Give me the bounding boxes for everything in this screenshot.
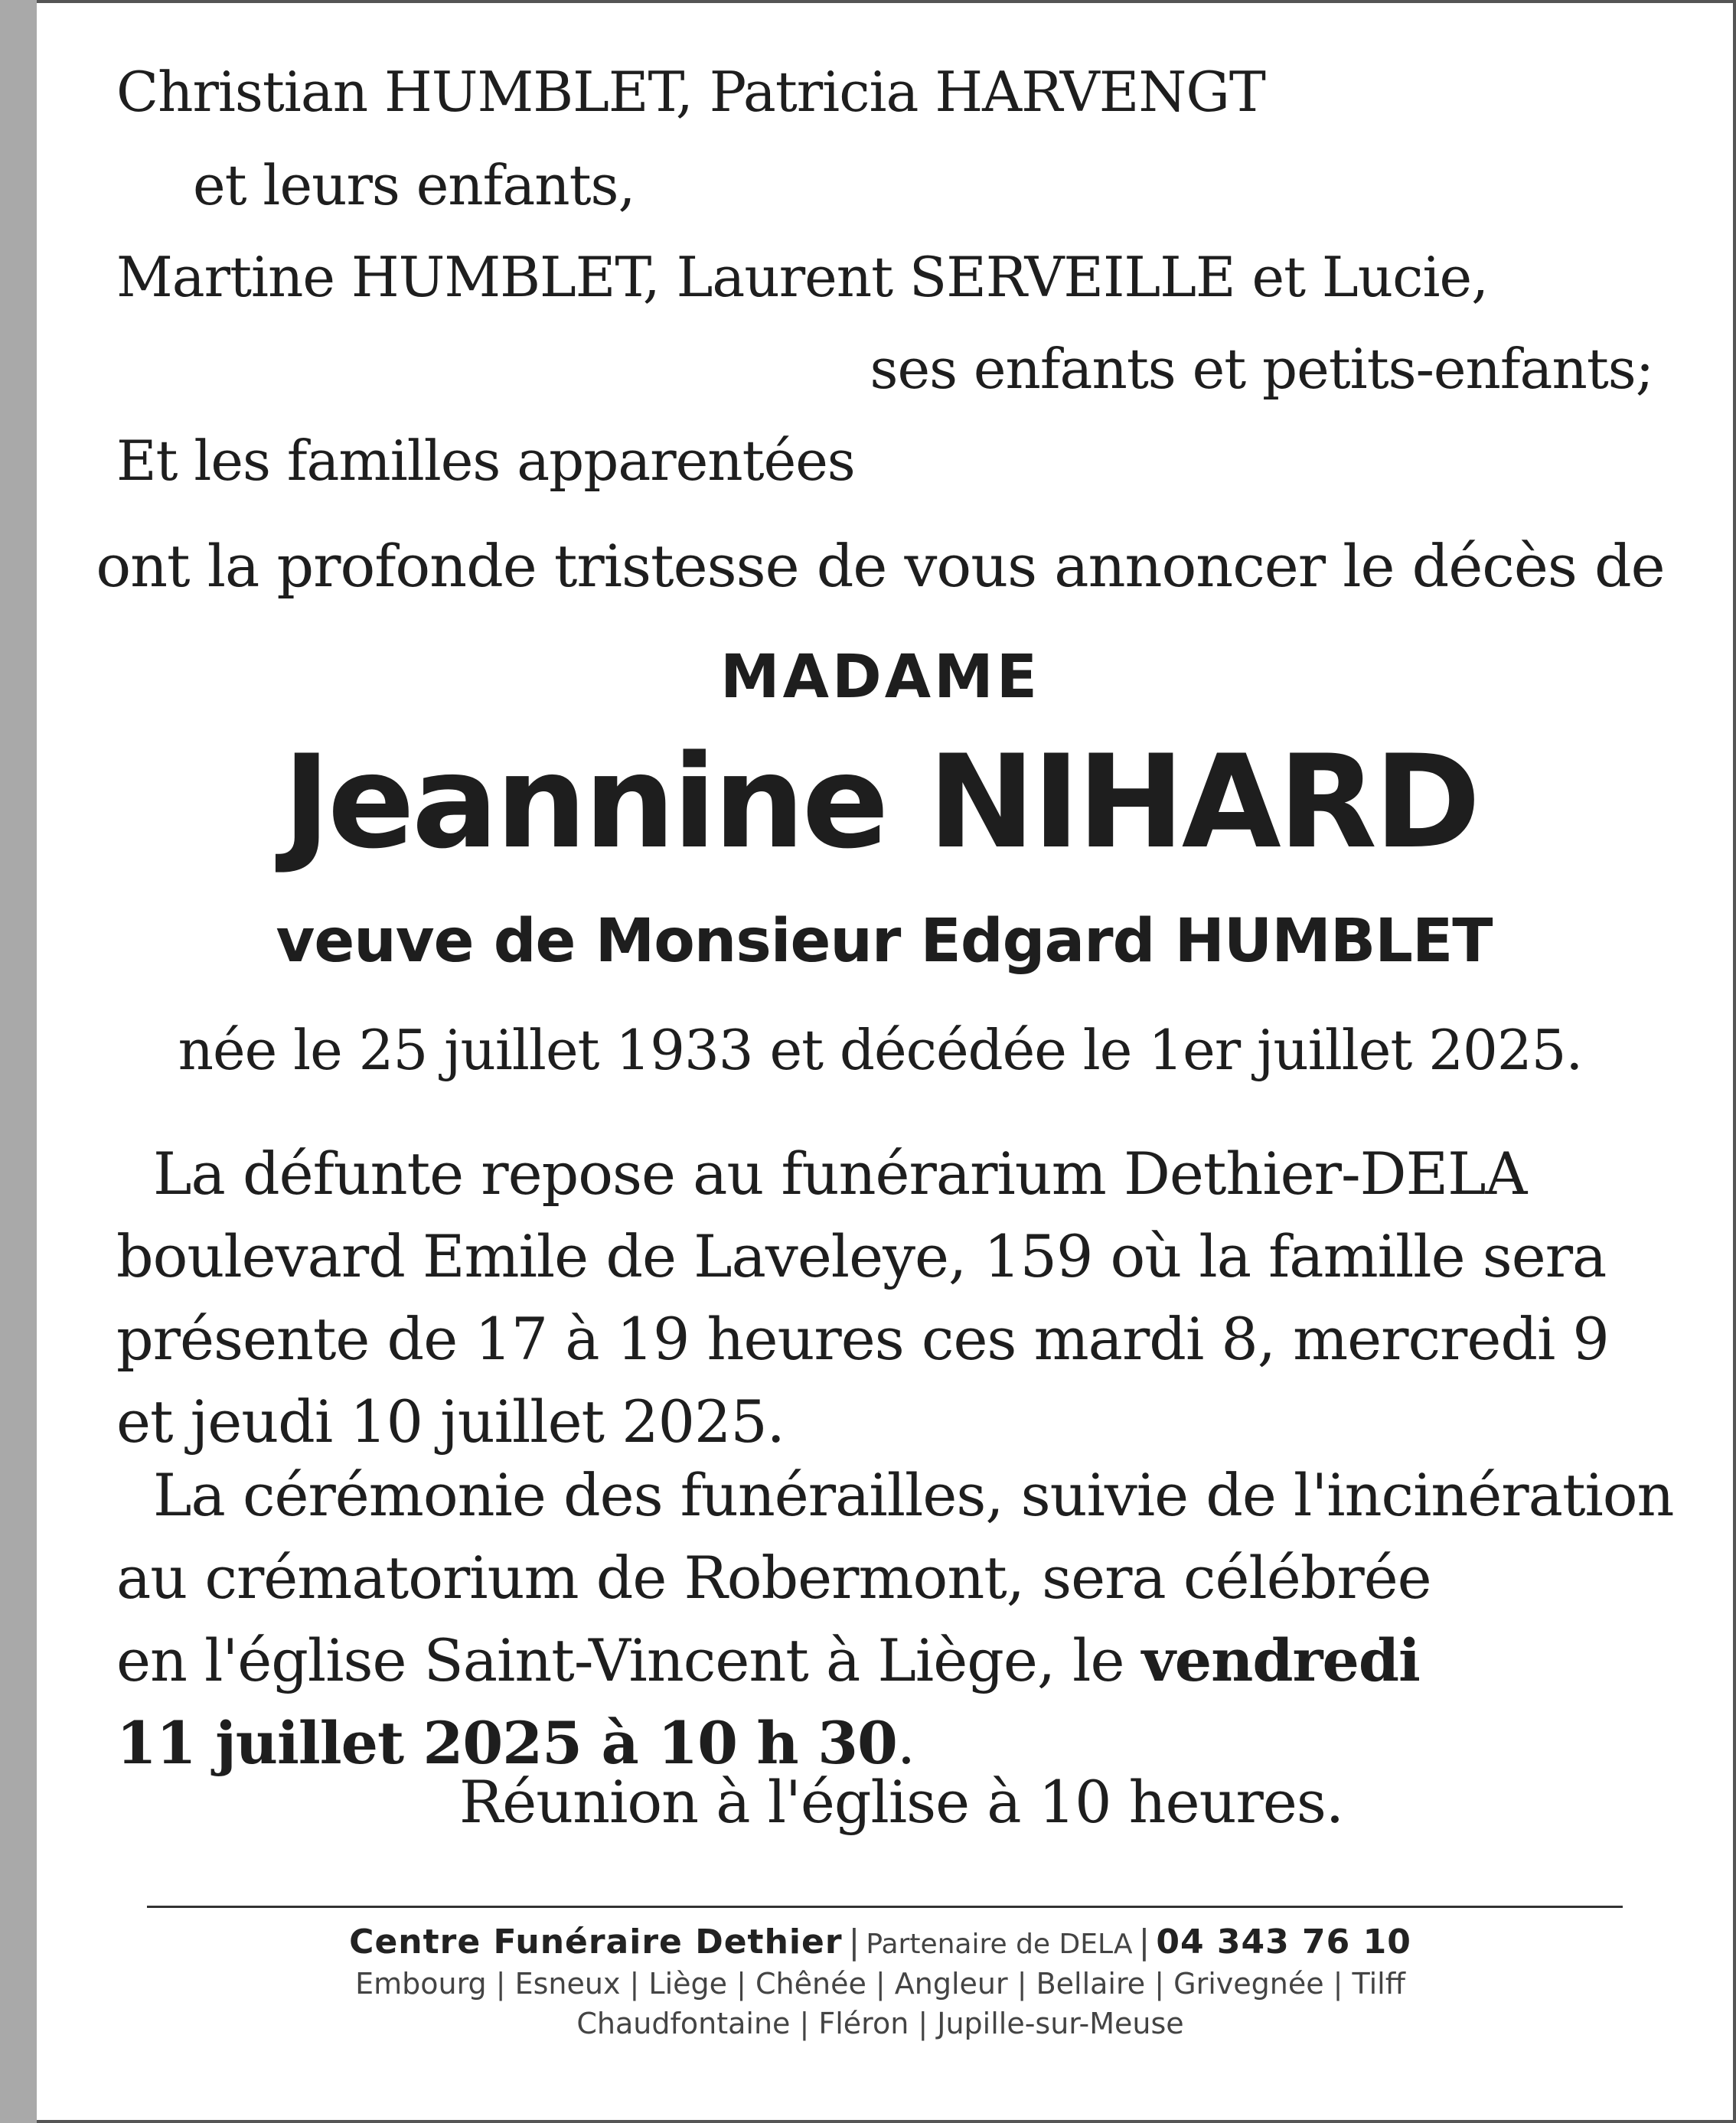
ceremony-date-time: 11 juillet 2025 à 10 h 30 — [116, 1709, 897, 1777]
family-line-2: et leurs enfants, — [193, 153, 635, 217]
locations-line-2: Chaudfontaine | Fléron | Jupille-sur-Meuse — [576, 2007, 1184, 2040]
viewing-line-1: La défunte repose au funérarium Dethier-DELA — [153, 1140, 1527, 1208]
viewing-line-4: et jeudi 10 juillet 2025. — [116, 1388, 785, 1456]
footer-separator-1: | — [848, 1922, 860, 1962]
funeral-home-name: Centre Funéraire Dethier — [349, 1922, 843, 1962]
reunion-text: Réunion à l'église à 10 heures. — [459, 1768, 1343, 1836]
ceremony-day: vendredi — [1141, 1626, 1420, 1694]
viewing-paragraph — [116, 1133, 1609, 1463]
locations-line-1: Embourg | Esneux | Liège | Chênée | Angleur | Bellaire | Grivegnée | Tilff — [355, 1967, 1405, 2001]
deceased-name: Jeannine NIHARD — [282, 727, 1478, 877]
family-line-5: Et les familles apparentées — [116, 429, 855, 493]
ceremony-line-3 — [116, 1619, 1670, 1702]
bottom-border — [37, 2120, 1736, 2123]
phone-number: 04 343 76 10 — [1156, 1922, 1411, 1962]
viewing-line-3: présente de 17 à 19 heures ces mardi 8, mercredi 9 — [116, 1305, 1609, 1373]
footer-divider — [147, 1906, 1623, 1908]
partner-text: Partenaire de DELA — [866, 1929, 1133, 1960]
ceremony-paragraph — [116, 1454, 1674, 1785]
ceremony-line-3-text: en l'église Saint-Vincent à Liège, le — [116, 1626, 1142, 1694]
family-line-1: Christian HUMBLET, Patricia HARVENGT — [116, 60, 1265, 124]
funeral-home-line — [0, 1922, 1736, 1962]
announcement-text: ont la profonde tristesse de vous annoncer le décès de — [96, 532, 1665, 600]
ceremony-line-2: au crématorium de Robermont, sera célébrée — [116, 1544, 1431, 1612]
family-line-3: Martine HUMBLET, Laurent SERVEILLE et Lucie, — [116, 245, 1488, 309]
top-border — [37, 0, 1736, 3]
ceremony-line-4-suffix: . — [896, 1709, 915, 1777]
viewing-line-2: boulevard Emile de Laveleye, 159 où la famille sera — [116, 1222, 1607, 1290]
ceremony-line-1: La cérémonie des funérailles, suivie de l'incinération — [153, 1461, 1674, 1529]
deceased-title: MADAME — [720, 643, 1040, 712]
footer-separator-2: | — [1138, 1922, 1150, 1962]
birth-death-dates: née le 25 juillet 1933 et décédée le 1er juillet 2025. — [178, 1018, 1583, 1082]
widow-of-text: veuve de Monsieur Edgard HUMBLET — [276, 907, 1493, 976]
family-line-4: ses enfants et petits-enfants; — [870, 337, 1653, 401]
